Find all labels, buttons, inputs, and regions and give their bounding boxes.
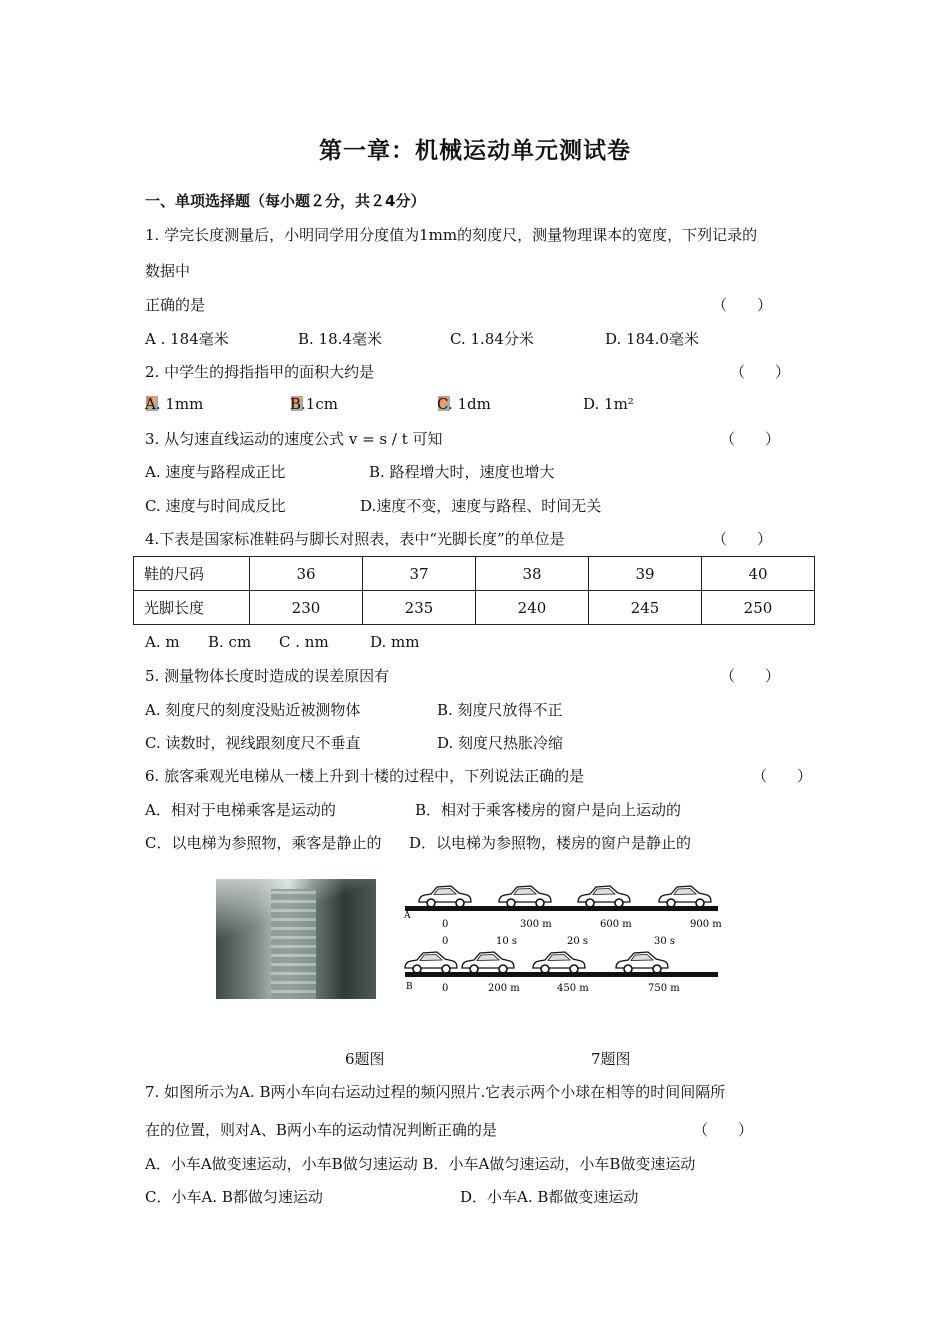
b-distance-0: 0 [442, 983, 449, 994]
table-cell: 40 [702, 557, 815, 591]
building-tower [271, 889, 316, 999]
q2-answer-blank: （ ） [730, 363, 791, 381]
q3-option-c: C. 速度与时间成反比 [145, 497, 286, 515]
q6-text: 6. 旅客乘观光电梯从一楼上升到十楼的过程中，下列说法正确的是 [145, 767, 585, 785]
q5-answer-blank: （ ） [720, 667, 781, 685]
q7-text-line2: 在的位置，则对A、B两小车的运动情况判断正确的是 [145, 1121, 497, 1139]
q1-text-line1: 1. 学完长度测量后，小明同学用分度值为1mm的刻度尺，测量物理课本的宽度，下列记录的 [145, 226, 758, 244]
car-b-2 [462, 952, 514, 973]
a-distance-0: 0 [442, 919, 449, 930]
q4-text: 4.下表是国家标准鞋码与脚长对照表，表中“光脚长度”的单位是 [145, 530, 565, 548]
table-cell: 245 [589, 591, 702, 625]
q4-option-a: A. m [145, 633, 180, 651]
q5-text: 5. 测量物体长度时造成的误差原因有 [145, 667, 390, 685]
a-distance-300: 300 m [520, 919, 552, 930]
table-cell: 230 [250, 591, 363, 625]
a-time-20: 20 s [567, 936, 589, 947]
section-heading: 一、单项选择题（每小题２分，共２4分） [145, 192, 426, 210]
q2-option-d: D. 1m² [583, 395, 634, 413]
q6-option-c: C．以电梯为参照物，乘客是静止的 [145, 834, 382, 852]
b-distance-200: 200 m [488, 983, 520, 994]
q1-option-c: C. 1.84分米 [450, 330, 534, 348]
row-label-size: 鞋的尺码 [134, 557, 250, 591]
q2-option-b: B.1cm [290, 395, 338, 413]
q1-option-b: B. 18.4毫米 [298, 330, 382, 348]
b-distance-750: 750 m [648, 983, 680, 994]
a-time-30: 30 s [654, 936, 676, 947]
table-cell: 36 [250, 557, 363, 591]
q7-options-ab: A．小车A做变速运动，小车B做匀速运动 B．小车A做匀速运动，小车B做变速运动 [145, 1155, 696, 1173]
lane-a-label: A [404, 911, 411, 921]
q3-text: 3. 从匀速直线运动的速度公式 v = s / t 可知 [145, 430, 443, 448]
q1-answer-blank: （ ） [712, 296, 773, 314]
q5-option-a: A. 刻度尺的刻度没贴近被测物体 [145, 701, 361, 719]
table-row [134, 591, 815, 625]
q3-option-a: A. 速度与路程成正比 [145, 463, 286, 481]
car-b-3 [533, 952, 585, 973]
table-cell: 240 [476, 591, 589, 625]
q2-option-c: C. 1dm [437, 395, 491, 413]
a-distance-900: 900 m [690, 919, 722, 930]
table-cell: 38 [476, 557, 589, 591]
q5-option-b: B. 刻度尺放得不正 [437, 701, 563, 719]
q1-option-a: A . 184毫米 [145, 330, 229, 348]
q7-text-line1: 7. 如图所示为A. B两小车向右运动过程的频闪照片.它表示两个小球在相等的时间间隔所 [145, 1083, 726, 1101]
q6-option-d: D．以电梯为参照物，楼房的窗户是静止的 [409, 834, 692, 852]
q2-text: 2. 中学生的拇指指甲的面积大约是 [145, 363, 375, 381]
car-b-4 [616, 952, 668, 973]
q6-answer-blank: （ ） [752, 767, 813, 785]
q6-option-b: B．相对于乘客楼房的窗户是向上运动的 [415, 801, 682, 819]
table-cell: 39 [589, 557, 702, 591]
q3-answer-blank: （ ） [720, 430, 781, 448]
q4-answer-blank: （ ） [712, 530, 773, 548]
car-a-1 [419, 886, 471, 907]
q1-option-d: D. 184.0毫米 [605, 330, 699, 348]
q6-option-a: A．相对于电梯乘客是运动的 [145, 801, 336, 819]
q3-option-b: B. 路程增大时，速度也增大 [369, 463, 555, 481]
q1-text-line3: 正确的是 [145, 296, 206, 314]
figure-7-caption: 7题图 [591, 1050, 631, 1068]
table-cell: 250 [702, 591, 815, 625]
a-time-0: 0 [442, 936, 449, 947]
q2-option-a: A. 1mm [145, 395, 204, 413]
row-label-length: 光脚长度 [134, 591, 250, 625]
figure-6-caption: 6题图 [345, 1050, 385, 1068]
q4-option-b: B. cm [208, 633, 252, 651]
car-b-1 [405, 952, 457, 973]
b-distance-450: 450 m [557, 983, 589, 994]
q7-answer-blank: （ ） [693, 1121, 754, 1139]
q3-option-d: D.速度不变，速度与路程、时间无关 [360, 497, 602, 515]
road-b [405, 972, 718, 977]
a-distance-600: 600 m [600, 919, 632, 930]
q5-option-d: D. 刻度尺热胀冷缩 [437, 734, 564, 752]
car-a-3 [578, 886, 630, 907]
shoe-size-table [133, 556, 815, 625]
cars-strobe-diagram [400, 878, 722, 1002]
a-time-10: 10 s [496, 936, 518, 947]
road-a [405, 906, 718, 911]
q4-option-d: D. mm [370, 633, 420, 651]
car-a-4 [659, 886, 711, 907]
q7-option-d: D．小车A. B都做变速运动 [460, 1188, 639, 1206]
elevator-photo [216, 879, 376, 999]
car-a-2 [499, 886, 551, 907]
q1-text-line2: 数据中 [145, 262, 191, 280]
table-cell: 37 [363, 557, 476, 591]
table-cell: 235 [363, 591, 476, 625]
q4-option-c: C . nm [279, 633, 329, 651]
page-title: 第一章：机械运动单元测试卷 [319, 138, 631, 164]
q5-option-c: C. 读数时，视线跟刻度尺不垂直 [145, 734, 361, 752]
q7-option-c: C．小车A. B都做匀速运动 [145, 1188, 323, 1206]
lane-b-label: B [406, 982, 413, 992]
table-row [134, 557, 815, 591]
